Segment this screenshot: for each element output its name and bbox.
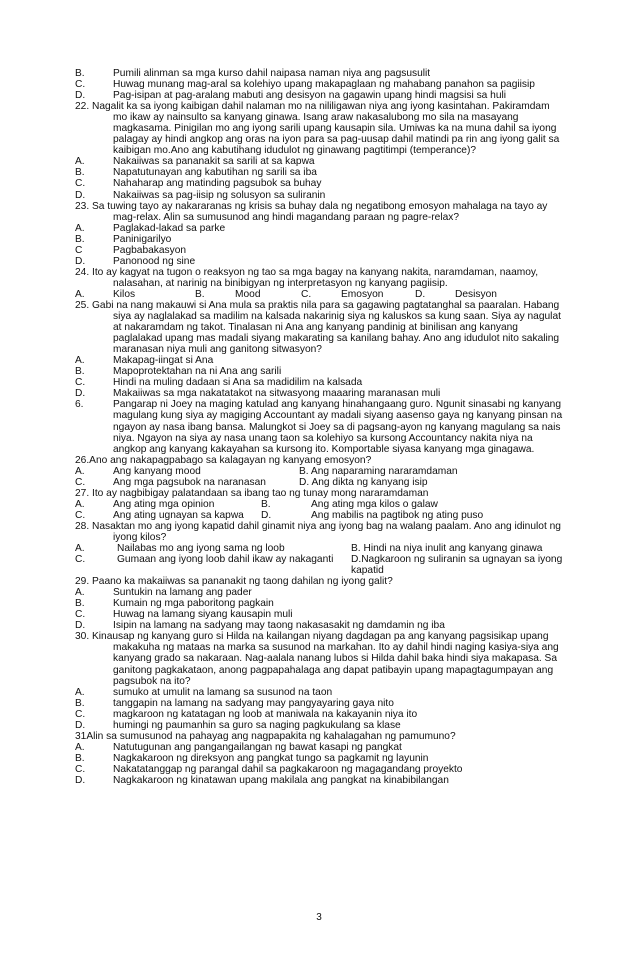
answer-option <box>75 742 565 753</box>
question-text: 22. Nagalit ka sa iyong kaibigan dahil nalaman mo na nililigawan niya ang iyong kasintahan. Pakiramdam mo ikaw ay nainsulto sa kanyang ginawa. Isang araw nakasalubong mo sila na masayang magkasama. Pinigilan mo ang iyong sarili upang kausapin sila. Umiwas ka na muna dahil sa iyong palagay ay hindi angkop ang oras na iyon para sa pag-uusap dahil matindi pa rin ang iyong galit sa kaibigan mo.Ano ang kabutihang idudulot ng ginawang pagtitimpi (temperance)? <box>75 101 560 157</box>
option-letter: A. <box>75 686 85 698</box>
option-text: Mapoprotektahan na ni Ana ang sarili <box>113 366 282 378</box>
option-letter: C. <box>301 288 312 300</box>
option-text: Ang mga pagsubok na naranasan <box>113 476 266 488</box>
answer-option <box>75 609 565 620</box>
option-letter: B. <box>75 697 85 709</box>
option-text: humingi ng paumanhin sa guro sa naging pagkukulang sa klase <box>113 719 401 731</box>
option-text: Suntukin na lamang ang pader <box>113 587 252 599</box>
answer-option <box>75 753 565 764</box>
answer-option <box>75 764 565 775</box>
option-text: Natutugunan ang pangangailangan ng bawat kasapi ng pangkat <box>113 741 402 753</box>
option-text: Nakaiiwas sa pag-iisip ng solusyon sa suliranin <box>113 189 326 201</box>
option-letter: C. <box>75 79 86 91</box>
page-number: 3 <box>316 912 322 923</box>
option-text: Gumaan ang iyong loob dahil ikaw ay nakaganti <box>117 554 334 566</box>
option-text: Pag-isipan at pag-aralang mabuti ang desisyon na gagawin upang hindi magsisi sa huli <box>113 90 507 102</box>
question-text: 28. Nasaktan mo ang iyong kapatid dahil ginamit niya ang iyong bag na walang paalam. Ano ang idinulot ng iyong kilos? <box>75 520 561 543</box>
option-letter: C. <box>75 377 86 389</box>
option-text: Makapag-iingat si Ana <box>113 355 214 367</box>
option-text: Makaiiwas sa mga nakatatakot na sitwasyong maaaring maranasan muli <box>113 388 441 400</box>
answer-option-pair <box>75 477 565 488</box>
answer-option <box>75 178 565 189</box>
answer-option <box>75 598 565 609</box>
option-letter: D. <box>75 620 86 632</box>
question-text: 25. Gabi na nang makauwi si Ana mula sa praktis nila para sa gagawing pagtatanghal sa paaralan. Habang siya ay naglalakad sa madilim na kalsada nakarinig siya ng kaluskos sa kung saan. Siya ay nagulat at nakaramdam ng takot. Tinalasan ni Ana ang kanyang pandinig at binilisan ang kanyang paglalakad upang mas madali siyang makarating sa kanilang bahay. Ano ang idudulot nito sakaling maranasan niya muli ang ganitong sitwasyon? <box>75 299 561 356</box>
option-text: Napatutunayan ang kabutihan ng sarili sa iba <box>113 167 317 179</box>
question-list <box>75 68 565 786</box>
option-letter: A. <box>75 222 85 234</box>
option-text: sumuko at umulit na lamang sa susunod na taon <box>113 686 333 698</box>
option-letter: A. <box>75 498 85 510</box>
option-text: Paglakad-lakad sa parke <box>113 222 226 234</box>
option-text: Pumili alinman sa mga kurso dahil naipasa naman niya ang pagsusulit <box>113 68 431 79</box>
option-letter: A. <box>75 465 85 477</box>
answer-option <box>75 399 565 454</box>
answer-option <box>75 709 565 720</box>
option-letter: D. <box>75 719 86 731</box>
option-letter: B. <box>75 752 85 764</box>
option-text: Huwag na lamang siyang kausapin muli <box>113 609 293 621</box>
option-letter: A. <box>75 543 85 555</box>
option-text: Paninigarilyo <box>113 233 172 245</box>
option-text: Huwag munang mag-aral sa kolehiyo upang makapaglaan ng mahabang panahon sa pagiisip <box>113 79 535 91</box>
answer-option <box>75 68 565 79</box>
option-letter: C. <box>75 554 86 566</box>
answer-option <box>75 156 565 167</box>
answer-options-inline <box>75 289 565 300</box>
option-text: Kilos <box>113 288 136 300</box>
answer-option <box>75 79 565 90</box>
option-letter: A. <box>75 355 85 367</box>
option-letter: A. <box>75 741 85 753</box>
option-text: Nagkakaroon ng kinatawan upang makilala ang pangkat na kinabibilangan <box>113 775 449 786</box>
option-letter: C. <box>75 763 86 775</box>
option-letter: B. <box>75 167 85 179</box>
option-text: Ang ating mga kilos o galaw <box>311 498 438 510</box>
option-text: Hindi na muling dadaan si Ana sa madidilim na kalsada <box>113 377 363 389</box>
answer-option <box>75 366 565 377</box>
question-text: 30. Kinausap ng kanyang guro si Hilda na kailangan niyang dagdagan pa ang kanyang pagsisikap upang makakuha ng mataas na marka sa susunod na markahan. Ito ay dahil hindi naging kasiya-siya ang kanyang grado sa nakaraan. Nag-aalala nanang lubos si Hilda dahil baka hindi siya makapasa. Sa ganitong pagkakataon, anong pagpapahalaga ang dapat patibayin upang mapagtagumpayan ang pagsubok na ito? <box>75 631 559 687</box>
option-text: Nahaharap ang matinding pagsubok sa buhay <box>113 178 322 190</box>
answer-option <box>75 355 565 366</box>
option-text: B. Hindi na niya inulit ang kanyang ginawa <box>351 543 543 555</box>
answer-option <box>75 190 565 201</box>
answer-option <box>75 720 565 731</box>
option-letter: C. <box>75 476 86 488</box>
option-text: Nailabas mo ang iyong sama ng loob <box>117 543 285 555</box>
answer-option <box>75 256 565 267</box>
option-letter: C. <box>75 609 86 621</box>
option-text: Nakaiiwas sa pananakit sa sarili at sa kapwa <box>113 156 315 168</box>
option-letter: 6. <box>75 399 84 411</box>
question-text: 27. Ito ay nagbibigay palatandaan sa ibang tao ng tunay mong nararamdaman <box>75 487 429 499</box>
answer-option-pair <box>75 466 565 477</box>
answer-option <box>75 234 565 245</box>
option-text: magkaroon ng katatagan ng loob at maniwala na kakayanin niya ito <box>113 708 418 720</box>
option-letter: B. <box>75 68 85 79</box>
option-text: Nagkakaroon ng direksyon ang pangkat tungo sa pagkamit ng layunin <box>113 752 429 764</box>
answer-option <box>75 388 565 399</box>
option-text: Pangarap ni Joey na maging katulad ang kanyang hinahangaang guro. Ngunit sinasabi ng kanyang magulang kung siya ay magiging Accountant ay madali siyang aasenso gaya ng kanyang pinsan na ngayon ay nasa ibang bansa. Malungkot si Joey sa di pagsang-ayon ng kanyang magulang sa nais niya. Ngayon na siya ay nasa unang taon sa kolehiyo sa kursong Accountancy nakita niya na angkop ang kanyang kakayahan sa kursong ito. Komportable siyasa kanyang mga ginagawa. <box>113 399 563 455</box>
option-letter: D. <box>261 509 272 521</box>
question-text: 29. Paano ka makaiiwas sa pananakit ng taong dahilan ng iyong galit? <box>75 576 393 588</box>
option-letter: A. <box>75 587 85 599</box>
option-letter: C. <box>75 178 86 190</box>
answer-option-pair <box>75 499 565 510</box>
option-letter: B. <box>75 598 85 610</box>
option-text: B. Ang naparaming nararamdaman <box>299 465 458 477</box>
option-text: tanggapin na lamang na sadyang may pangyayaring gaya nito <box>113 697 394 709</box>
answer-option <box>75 167 565 178</box>
option-text: Isipin na lamang na sadyang may taong nakasasakit ng damdamin ng iba <box>113 620 445 632</box>
option-text: Emosyon <box>341 288 384 300</box>
question-text: 31Alin sa sumusunod na pahayag ang nagpapakita ng kahalagahan ng pamumuno? <box>75 730 456 742</box>
option-letter: D. <box>75 255 86 267</box>
option-letter: C <box>75 244 83 256</box>
option-text: Pagbabakasyon <box>113 244 187 256</box>
option-text: Ang ating mga opinion <box>113 498 215 510</box>
answer-option <box>75 90 565 101</box>
question-text: 24. Ito ay kagyat na tugon o reaksyon ng tao sa mga bagay na kanyang nakita, naramdaman, naamoy, nalasahan, at narinig na binibigyan ng interpretasyon ng kanyang pagiisip. <box>75 266 539 289</box>
option-text: Mood <box>235 288 261 300</box>
option-text: Panonood ng sine <box>113 255 196 267</box>
answer-option <box>75 620 565 631</box>
answer-option <box>75 775 565 786</box>
answer-option <box>75 245 565 256</box>
option-text: Ang ating ugnayan sa kapwa <box>113 509 244 521</box>
option-letter: A. <box>75 288 85 300</box>
option-letter: D. <box>415 288 426 300</box>
option-letter: D. <box>75 775 86 786</box>
option-text: Desisyon <box>455 288 497 300</box>
answer-option-pair <box>75 510 565 521</box>
answer-option <box>75 698 565 709</box>
option-letter: D. <box>75 388 86 400</box>
option-text: Ang kanyang mood <box>113 465 201 477</box>
option-letter: B. <box>75 366 85 378</box>
option-letter: B. <box>261 498 271 510</box>
option-text: D. Ang dikta ng kanyang isip <box>299 476 428 488</box>
option-text: D.Nagkaroon ng suliranin sa ugnayan sa iyong kapatid <box>351 554 563 577</box>
question-text: 23. Sa tuwing tayo ay nakararanas ng krisis sa buhay dala ng negatibong emosyon mahalaga na tayo ay mag-relax. Alin sa sumusunod ang hindi magandang paraan ng pagre-relax? <box>75 200 548 223</box>
answer-option-pair <box>75 554 565 576</box>
option-text: Nakatatanggap ng parangal dahil sa pagkakaroon ng magagandang proyekto <box>113 763 463 775</box>
option-letter: A. <box>75 156 85 168</box>
answer-option <box>75 377 565 388</box>
option-text: Kumain ng mga paboritong pagkain <box>113 598 274 610</box>
answer-option <box>75 587 565 598</box>
answer-option <box>75 223 565 234</box>
answer-option-pair <box>75 543 565 554</box>
option-letter: D. <box>75 189 86 201</box>
option-letter: C. <box>75 509 86 521</box>
answer-option <box>75 687 565 698</box>
option-letter: C. <box>75 708 86 720</box>
question-text: 26.Ano ang nakapagpabago sa kalagayan ng kanyang emosyon? <box>75 454 372 466</box>
option-letter: B. <box>195 288 205 300</box>
option-letter: D. <box>75 90 86 102</box>
option-letter: B. <box>75 233 85 245</box>
option-text: Ang mabilis na pagtibok ng ating puso <box>311 509 484 521</box>
